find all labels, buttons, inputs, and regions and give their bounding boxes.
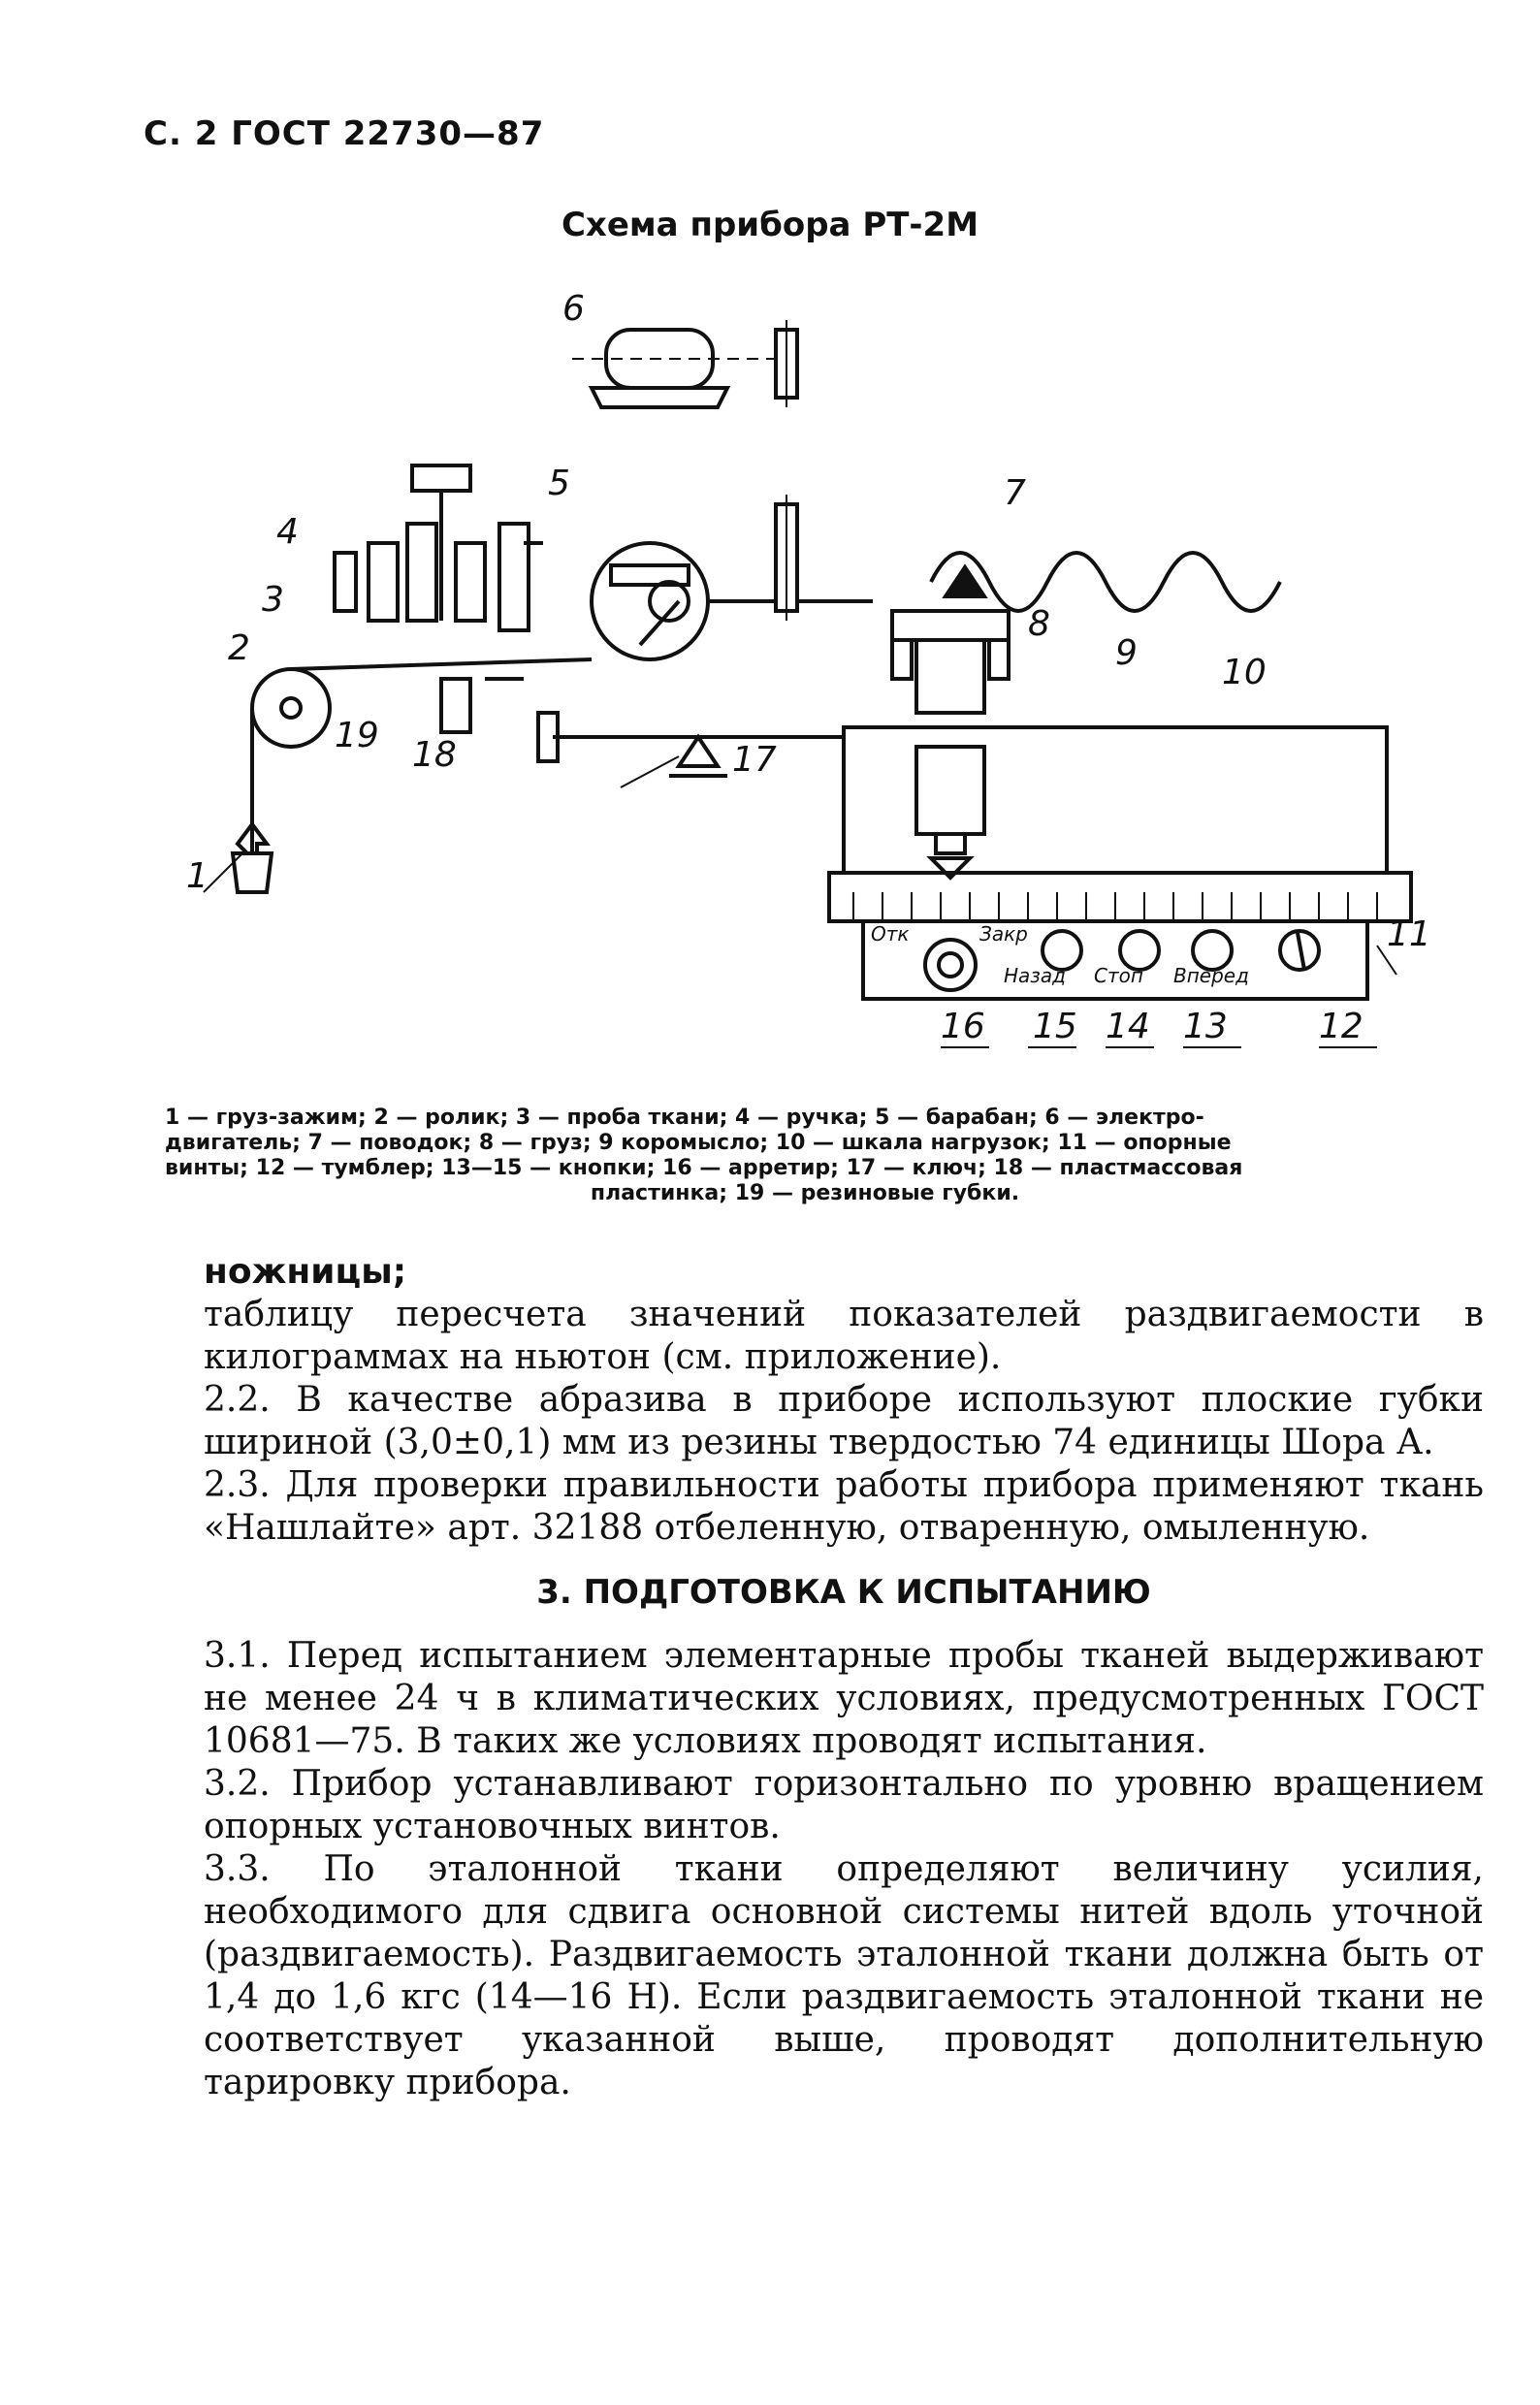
label-8: 8 — [1028, 604, 1050, 644]
paragraph: ножницы; — [204, 1252, 407, 1292]
paragraph: 3.3. По эталонной ткани определяют величину усилия, необходимого для сдвига основной системы нитей вдоль уточной (раздвигаемость). Раздвигаемость эталонной ткани должна быть от 1,4 до 1,6 кгс (14—16 Н). Если раздвигаемость эталонной ткани не соответствует указанной выше, проводят дополнительную тарировку прибора. — [204, 1849, 1484, 2102]
label-13: 13 — [1183, 1007, 1228, 1046]
label-zakr: Закр — [979, 922, 1028, 946]
caption-line: 1 — груз-зажим; 2 — ролик; 3 — проба ткани; 4 — ручка; 5 — барабан; 6 — электро- — [165, 1106, 1204, 1130]
caption-line: винты; 12 — тумблер; 13—15 — кнопки; 16 — арретир; 17 — ключ; 18 — пластмассовая — [165, 1156, 1243, 1180]
label-otk: Отк — [871, 922, 910, 946]
figure-caption — [165, 1106, 1445, 1206]
label-12: 12 — [1319, 1007, 1364, 1046]
label-15: 15 — [1033, 1007, 1077, 1046]
label-14: 14 — [1106, 1007, 1150, 1046]
figure-title: Схема прибора РТ-2М — [561, 206, 979, 244]
label-3: 3 — [262, 580, 284, 620]
label-vpered: Вперед — [1173, 964, 1249, 987]
caption-line: двигатель; 7 — поводок; 8 — груз; 9 коромысло; 10 — шкала нагрузок; 11 — опорные — [165, 1131, 1232, 1155]
label-17: 17 — [732, 740, 777, 780]
device-schematic — [0, 272, 1540, 1086]
document-body — [204, 1251, 1484, 2104]
label-2: 2 — [228, 628, 250, 668]
label-11: 11 — [1387, 914, 1431, 954]
section-heading: 3. ПОДГОТОВКА К ИСПЫТАНИЮ — [536, 1573, 1151, 1612]
paragraph: 2.2. В качестве абразива в приборе используют плоские губки шириной (3,0±0,1) мм из резины твердостью 74 единицы Шора А. — [204, 1380, 1484, 1462]
caption-line: пластинка; 19 — резиновые губки. — [590, 1181, 1020, 1205]
label-7: 7 — [1004, 473, 1026, 513]
label-5: 5 — [548, 464, 570, 503]
label-16: 16 — [941, 1007, 985, 1046]
label-18: 18 — [412, 735, 457, 775]
label-19: 19 — [335, 716, 379, 755]
paragraph: 3.1. Перед испытанием элементарные пробы тканей выдерживают не менее 24 ч в климатических условиях, предусмотренных ГОСТ 10681—75. В таких же условиях проводят испытания. — [204, 1636, 1484, 1761]
label-4: 4 — [276, 512, 299, 552]
paragraph: 2.3. Для проверки правильности работы прибора применяют ткань «Нашлайте» арт. 32188 отбеленную, отваренную, омыленную. — [204, 1465, 1484, 1548]
label-1: 1 — [186, 856, 209, 896]
label-6: 6 — [562, 289, 585, 329]
motor — [572, 330, 776, 407]
paragraph: 3.2. Прибор устанавливают горизонтально по уровню вращением опорных установочных винтов. — [204, 1764, 1484, 1846]
label-stop: Стоп — [1094, 964, 1143, 987]
label-9: 9 — [1115, 633, 1138, 673]
label-10: 10 — [1222, 653, 1267, 692]
label-nazad: Назад — [1004, 964, 1067, 987]
page-header: С. 2 ГОСТ 22730—87 — [144, 114, 545, 153]
paragraph: таблицу пересчета значений показателей раздвигаемости в килограммах на ньютон (см. приложение). — [204, 1295, 1484, 1377]
